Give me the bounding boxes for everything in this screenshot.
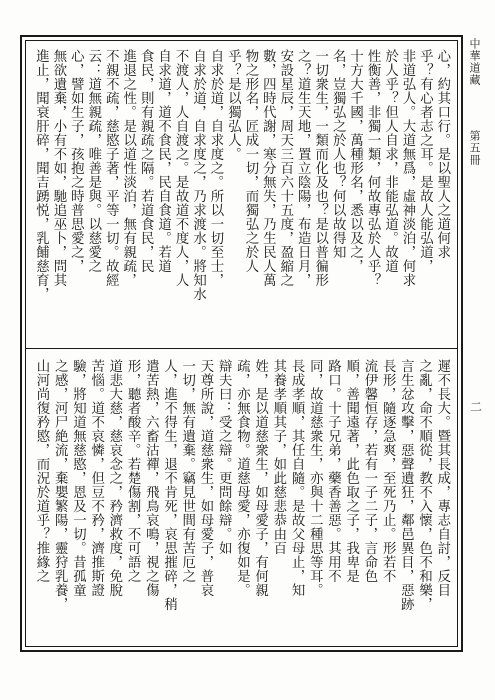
text-column: 食民，則有親疏之隔。若道食民，民 <box>138 49 154 273</box>
text-column: 性衡善，非獨一類，何故專弘於人乎？ <box>365 49 381 287</box>
text-column: 心，約其口行。是以聖人之道何求 <box>434 49 450 259</box>
text-column: 路口。十子兄弟，藥香善惡。其用不 <box>325 359 341 583</box>
text-column: 不親不疏，慈愍子著，平等一切。故經 <box>103 49 119 287</box>
text-column: 言生忿攻擊，惡聲遺狂，鄰邑異目，惡跡 <box>398 359 414 611</box>
text-column: 苦惱。道不哀憐，但豆不矜，濟推斯證 <box>88 359 104 597</box>
volume-label: 第五冊 <box>468 130 481 166</box>
lower-register <box>32 359 451 641</box>
text-column: 無欲遺棄，小有不如，馳追巫卜，問其 <box>50 49 66 287</box>
text-column: 之感，河尸絶流，棄嬰繁陽，靈狩乳養， <box>52 359 68 611</box>
text-column: 物之形名，匠成一切，而獨弘之於人 <box>242 49 258 273</box>
text-column: 人，進不得生，退不肯死，哀思摧碎，稍 <box>161 359 177 611</box>
text-column: 遣苦熱，六畜沽禪，飛鳥哀鳴，視之傷 <box>143 359 159 597</box>
text-column: 長形，隨逐急爽，至死乃止。形若不 <box>380 359 396 583</box>
text-column: 云：道無親疏，唯善是與。以慈愛之 <box>85 49 101 273</box>
page-number: 二 <box>470 400 483 414</box>
text-column: 天尊所說，道慈衆生，如母愛子，普哀 <box>197 359 213 597</box>
upper-register <box>32 49 451 338</box>
book-title: 中華道藏 <box>468 38 481 86</box>
text-column: 一切，無有遺棄。竊見世間有苦厄之 <box>179 359 195 583</box>
text-column: 名，豈獨弘之於人也？何以故得知 <box>330 49 346 259</box>
text-column: 進退之性。是以道性淡泊，無有親疏， <box>120 49 136 287</box>
text-column: 姓，是以道慈衆生，如母愛子，有何親 <box>252 359 268 597</box>
text-column: 形，聽者酸辛。若楚傷割，不可語之 <box>125 359 141 583</box>
text-column: 自求於道，自求度之，乃求渡水。將知水 <box>190 49 206 301</box>
text-column: 十方大千國，萬種形名，悉以及之， <box>347 49 363 273</box>
text-column: 長成孝順，其任自隨。是故父母止，知 <box>289 359 305 597</box>
text-column: 遲不長大。暨其長成，專志自討，反目 <box>434 359 450 597</box>
text-column: 乎？有心者志之耳。是故人能弘道， <box>417 49 433 273</box>
text-column: 順，善聞遠著，此色取之子，我卑是 <box>343 359 359 583</box>
text-column: 於人乎？但人自求，非能弘道。故道 <box>382 49 398 273</box>
text-column: 心，譬如生子，孩抱之時普思愛之， <box>68 49 84 273</box>
text-column: 之亂，命不順從，教不入懷，色不和樂， <box>416 359 432 611</box>
text-column: 辯夫曰：受之辯。更問餘辯。如 <box>216 359 232 555</box>
text-column: 不渡人，人自渡之。是故道不度人，人 <box>173 49 189 287</box>
register-divider <box>26 348 457 349</box>
text-column: 自求道，道不食民，民自食道。若道 <box>155 49 171 273</box>
text-frame-inner <box>25 40 458 647</box>
text-column: 非道弘人。大道無爲，虛神淡泊，何求 <box>399 49 415 287</box>
text-column: 安設星辰，周天三百六十五度，盈縮之 <box>277 49 293 287</box>
text-column: 乎？是以獨弘人。 <box>225 49 241 161</box>
text-column: 疏，亦無食物。道慈母愛，亦復如是。 <box>234 359 250 597</box>
text-column: 進止，聞衰肝碎，聞吉踴悦，乳餔慈育， <box>33 49 49 301</box>
text-column: 之？道生天地，置立陰陽，布造日月， <box>295 49 311 287</box>
text-column: 自求於道，自求度之。所以一切至士， <box>207 49 223 287</box>
text-column: 同，故道慈衆生，亦與十二種思等耳。 <box>307 359 323 597</box>
text-column: 道悲大慈，慈哀念之，矜濟救度，免脫 <box>106 359 122 597</box>
text-column: 山河尚復矜愍，而況於道乎？推緣之 <box>34 359 49 583</box>
text-column: 一切衆生，一類而化及也？是以普徧形 <box>312 49 328 287</box>
text-column: 流伊馨恒存，若有一子二子，言命色 <box>361 359 377 583</box>
text-column: 驗，將知道無慈愍，恩及一切。昔孤童 <box>70 359 86 597</box>
text-column: 其養孝順其子，如此慈悲恭由百 <box>270 359 286 555</box>
text-column: 數，四時代謝，寒分無失，乃生民人萬 <box>260 49 276 287</box>
text-frame <box>20 35 463 652</box>
